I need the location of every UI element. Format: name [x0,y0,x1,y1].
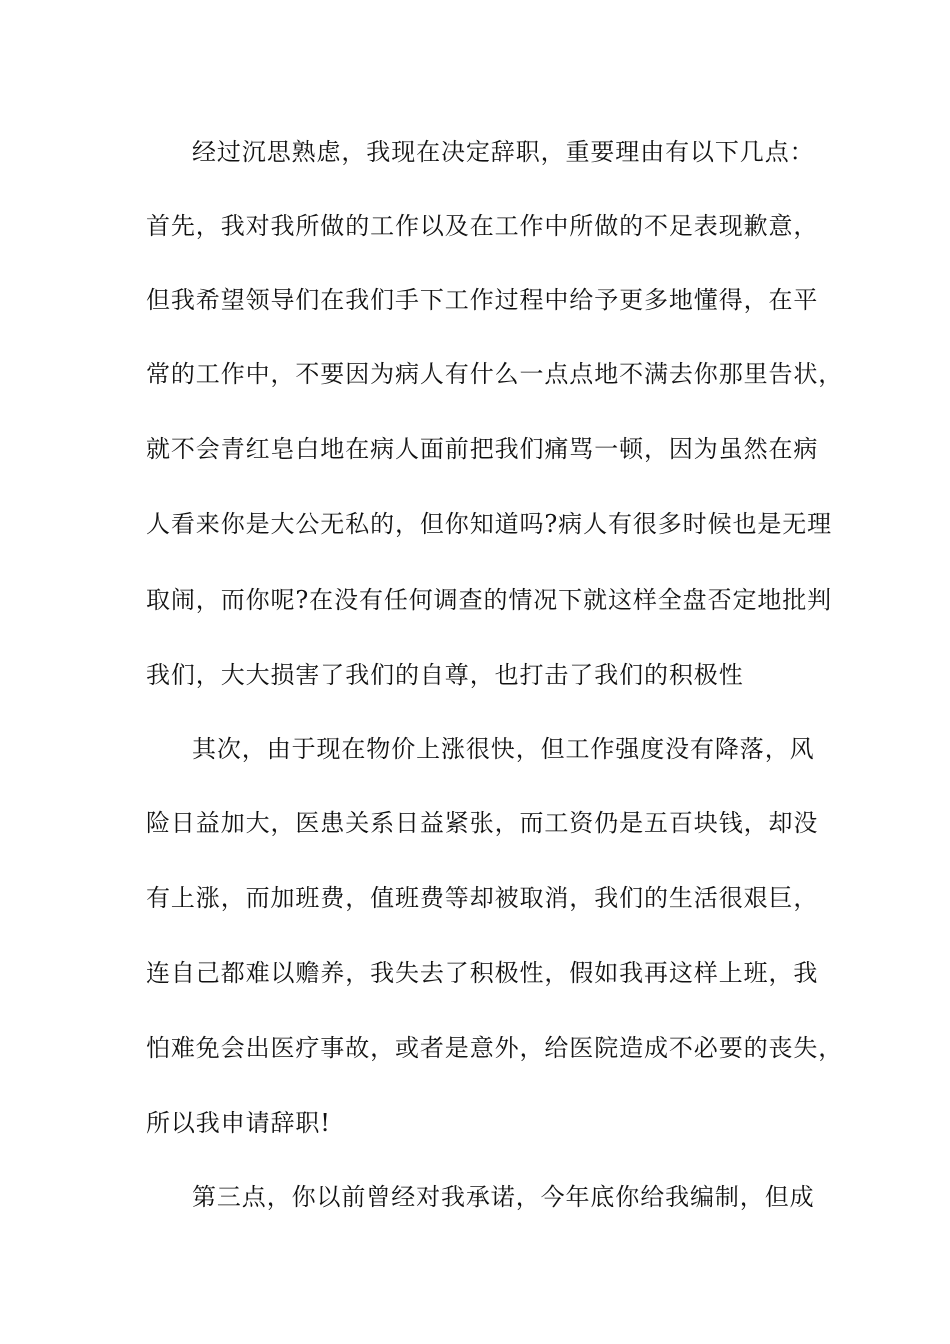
paragraph-line-3: 但我希望领导们在我们手下工作过程中给予更多地懂得，在平 [146,286,819,314]
paragraph-line-6: 人看来你是大公无私的，但你知道吗?病人有很多时候也是无理 [146,510,833,538]
paragraph-line-13: 怕难免会出医疗事故，或者是意外，给医院造成不必要的丧失， [146,1034,844,1062]
paragraph-line-9: 其次，由于现在物价上涨很快，但工作强度没有降落，风 [192,735,815,763]
paragraph-line-11: 有上涨，而加班费，值班费等却被取消，我们的生活很艰巨， [146,884,819,912]
paragraph-line-14: 所以我申请辞职! [146,1109,331,1137]
paragraph-line-12: 连自己都难以赡养，我失去了积极性，假如我再这样上班，我 [146,959,819,987]
paragraph-line-4: 常的工作中，不要因为病人有什么一点点地不满去你那里告状， [146,360,844,388]
paragraph-line-7: 取闹，而你呢?在没有任何调查的情况下就这样全盘否定地批判 [146,586,833,614]
paragraph-line-10: 险日益加大，医患关系日益紧张，而工资仍是五百块钱，却没 [146,809,819,837]
paragraph-line-1: 经过沉思熟虑，我现在决定辞职，重要理由有以下几点： [192,138,815,166]
paragraph-line-5: 就不会青红皂白地在病人面前把我们痛骂一顿，因为虽然在病 [146,435,819,463]
paragraph-line-8: 我们，大大损害了我们的自尊，也打击了我们的积极性 [146,661,744,689]
paragraph-line-2: 首先，我对我所做的工作以及在工作中所做的不足表现歉意， [146,212,819,240]
paragraph-line-15: 第三点，你以前曾经对我承诺，今年底你给我编制，但成 [192,1183,815,1211]
